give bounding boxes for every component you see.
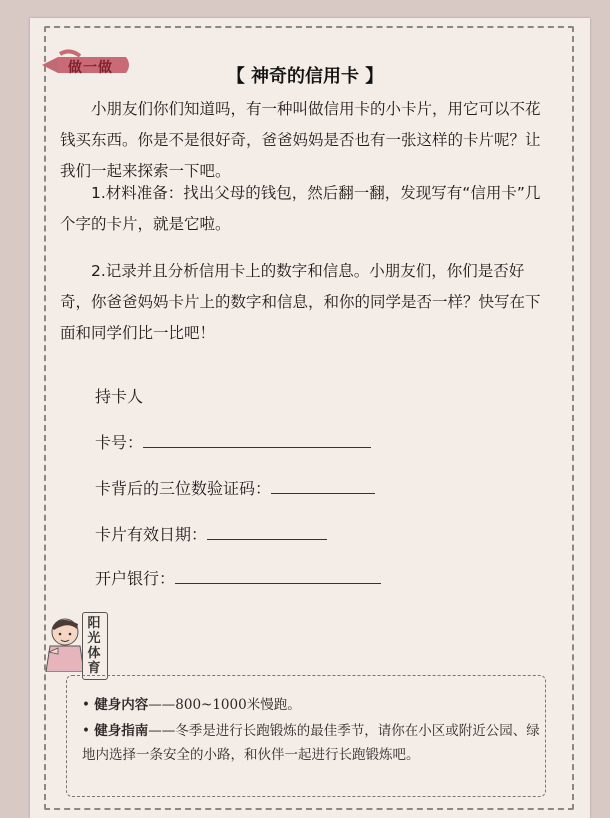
card-number-line[interactable] [143, 433, 371, 448]
cvv-line[interactable] [271, 479, 375, 494]
bank-label: 开户银行： [95, 569, 176, 588]
card-number-label: 卡号： [95, 433, 144, 452]
activity-label: 做一做 [68, 60, 113, 76]
bank-line[interactable] [175, 569, 381, 584]
sports-badge: 阳光体育 [87, 616, 101, 676]
tip-text: ——800~1000米慢跑。 [148, 697, 301, 713]
expiry-field [95, 522, 327, 545]
record-paragraph: 2.记录并且分析信用卡上的数字和信息。小朋友们，你们是否好奇，你爸爸妈妈卡片上的数字和信息，和你的同学是否一样？快写在下面和同学们比一比吧！ [60, 262, 541, 342]
bank-field [95, 566, 381, 589]
card-number-field [95, 430, 371, 453]
tip-item: • 健身内容——800~1000米慢跑。 [82, 697, 301, 713]
holder-label: 持卡人 [95, 387, 144, 406]
expiry-line[interactable] [207, 525, 327, 540]
tip-text: ——冬季是进行长跑锻炼的最佳季节，请你在小区或附近公园、绿地内选择一条安全的小路，和伙伴一起进行长跑锻炼吧。 [82, 723, 540, 763]
cvv-label: 卡背后的三位数验证码： [95, 479, 272, 498]
holder-field [95, 384, 143, 407]
materials-paragraph: 1.材料准备：找出父母的钱包，然后翻一翻，发现写有“信用卡”几个字的卡片，就是它啦。 [60, 184, 541, 233]
tip-item: • 健身指南——冬季是进行长跑锻炼的最佳季节，请你在小区或附近公园、绿地内选择一条安全的小路，和伙伴一起进行长跑锻炼吧。 [82, 723, 540, 763]
expiry-label: 卡片有效日期： [95, 525, 208, 544]
tip-label: 健身内容 [94, 697, 149, 713]
page-title: 【 神奇的信用卡 】 [226, 66, 384, 87]
cvv-field [95, 476, 375, 499]
intro-paragraph: 小朋友们你们知道吗，有一种叫做信用卡的小卡片，用它可以不花钱买东西。你是不是很好奇，爸爸妈妈是否也有一张这样的卡片呢？让我们一起来探索一下吧。 [60, 100, 541, 180]
tip-label: 健身指南 [94, 723, 149, 739]
